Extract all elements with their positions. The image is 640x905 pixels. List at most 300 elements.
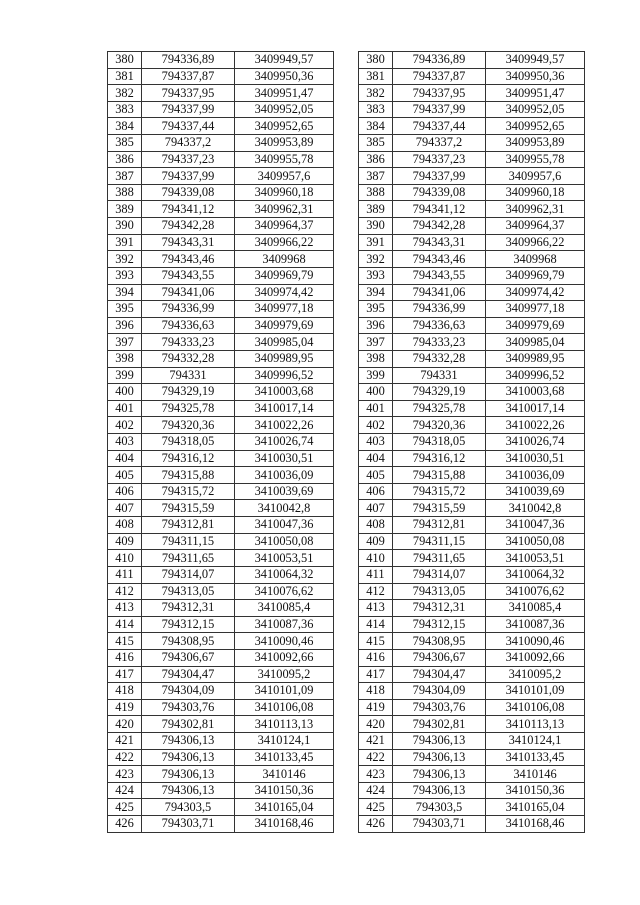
table-row	[359, 749, 585, 766]
y-coordinate-cell: 3410106,08	[486, 699, 585, 716]
y-coordinate-cell: 3409952,05	[235, 101, 334, 118]
table-row	[108, 101, 334, 118]
table-row	[108, 483, 334, 500]
x-coordinate-cell: 794306,13	[393, 749, 486, 766]
point-number-cell: 392	[108, 251, 142, 268]
x-coordinate-cell: 794315,88	[142, 467, 235, 484]
y-coordinate-cell: 3410076,62	[486, 583, 585, 600]
y-coordinate-cell: 3409957,6	[235, 168, 334, 185]
point-number-cell: 398	[108, 350, 142, 367]
table-row	[359, 517, 585, 534]
y-coordinate-cell: 3410106,08	[235, 699, 334, 716]
table-row	[359, 201, 585, 218]
table-row	[359, 85, 585, 102]
x-coordinate-cell: 794325,78	[142, 400, 235, 417]
point-number-cell: 386	[108, 151, 142, 168]
point-number-cell: 405	[359, 467, 393, 484]
y-coordinate-cell: 3410085,4	[235, 600, 334, 617]
x-coordinate-cell: 794312,31	[393, 600, 486, 617]
y-coordinate-cell: 3410003,68	[486, 384, 585, 401]
y-coordinate-cell: 3410030,51	[235, 450, 334, 467]
table-row	[108, 151, 334, 168]
y-coordinate-cell: 3410053,51	[235, 550, 334, 567]
x-coordinate-cell: 794336,89	[142, 52, 235, 69]
table-row	[108, 434, 334, 451]
y-coordinate-cell: 3410090,46	[486, 633, 585, 650]
x-coordinate-cell: 794303,76	[393, 699, 486, 716]
table-row	[108, 566, 334, 583]
table-row	[359, 367, 585, 384]
point-number-cell: 419	[359, 699, 393, 716]
y-coordinate-cell: 3410146	[486, 766, 585, 783]
y-coordinate-cell: 3410101,09	[235, 683, 334, 700]
table-row	[359, 267, 585, 284]
y-coordinate-cell: 3410085,4	[486, 600, 585, 617]
x-coordinate-cell: 794304,09	[142, 683, 235, 700]
table-row	[359, 52, 585, 69]
x-coordinate-cell: 794303,5	[142, 799, 235, 816]
y-coordinate-cell: 3409974,42	[235, 284, 334, 301]
y-coordinate-cell: 3409962,31	[235, 201, 334, 218]
table-row	[108, 334, 334, 351]
table-row	[108, 52, 334, 69]
x-coordinate-cell: 794343,55	[393, 267, 486, 284]
y-coordinate-cell: 3410090,46	[235, 633, 334, 650]
y-coordinate-cell: 3410042,8	[486, 500, 585, 517]
point-number-cell: 418	[359, 683, 393, 700]
point-number-cell: 414	[108, 616, 142, 633]
x-coordinate-cell: 794318,05	[393, 434, 486, 451]
table-row	[359, 68, 585, 85]
x-coordinate-cell: 794308,95	[142, 633, 235, 650]
table-row	[108, 68, 334, 85]
point-number-cell: 396	[359, 317, 393, 334]
table-row	[108, 616, 334, 633]
point-number-cell: 387	[108, 168, 142, 185]
x-coordinate-cell: 794336,89	[393, 52, 486, 69]
y-coordinate-cell: 3409957,6	[486, 168, 585, 185]
y-coordinate-cell: 3410113,13	[235, 716, 334, 733]
x-coordinate-cell: 794332,28	[142, 350, 235, 367]
table-row	[359, 583, 585, 600]
x-coordinate-cell: 794315,72	[393, 483, 486, 500]
point-number-cell: 390	[359, 218, 393, 235]
table-row	[108, 118, 334, 135]
y-coordinate-cell: 3410050,08	[235, 533, 334, 550]
point-number-cell: 424	[359, 782, 393, 799]
table-row	[108, 384, 334, 401]
table-row	[108, 550, 334, 567]
x-coordinate-cell: 794312,81	[393, 517, 486, 534]
x-coordinate-cell: 794331	[393, 367, 486, 384]
y-coordinate-cell: 3410039,69	[486, 483, 585, 500]
point-number-cell: 403	[359, 434, 393, 451]
point-number-cell: 406	[108, 483, 142, 500]
point-number-cell: 394	[108, 284, 142, 301]
point-number-cell: 411	[359, 566, 393, 583]
x-coordinate-cell: 794308,95	[393, 633, 486, 650]
point-number-cell: 380	[359, 52, 393, 69]
point-number-cell: 408	[108, 517, 142, 534]
y-coordinate-cell: 3409962,31	[486, 201, 585, 218]
x-coordinate-cell: 794320,36	[393, 417, 486, 434]
y-coordinate-cell: 3409950,36	[486, 68, 585, 85]
x-coordinate-cell: 794336,63	[393, 317, 486, 334]
y-coordinate-cell: 3409969,79	[486, 267, 585, 284]
y-coordinate-cell: 3410168,46	[486, 816, 585, 833]
y-coordinate-cell: 3409974,42	[486, 284, 585, 301]
table-row	[108, 517, 334, 534]
table-row	[359, 500, 585, 517]
x-coordinate-cell: 794312,81	[142, 517, 235, 534]
y-coordinate-cell: 3409951,47	[486, 85, 585, 102]
y-coordinate-cell: 3410003,68	[235, 384, 334, 401]
point-number-cell: 414	[359, 616, 393, 633]
y-coordinate-cell: 3410133,45	[235, 749, 334, 766]
table-row	[108, 85, 334, 102]
point-number-cell: 407	[359, 500, 393, 517]
point-number-cell: 391	[108, 234, 142, 251]
point-number-cell: 417	[108, 666, 142, 683]
point-number-cell: 415	[359, 633, 393, 650]
x-coordinate-cell: 794306,13	[393, 766, 486, 783]
x-coordinate-cell: 794336,63	[142, 317, 235, 334]
table-row	[359, 434, 585, 451]
y-coordinate-cell: 3409949,57	[235, 52, 334, 69]
table-row	[108, 799, 334, 816]
x-coordinate-cell: 794336,99	[142, 301, 235, 318]
x-coordinate-cell: 794313,05	[393, 583, 486, 600]
y-coordinate-cell: 3409977,18	[235, 301, 334, 318]
x-coordinate-cell: 794306,13	[142, 766, 235, 783]
table-row	[359, 234, 585, 251]
x-coordinate-cell: 794312,31	[142, 600, 235, 617]
point-number-cell: 402	[108, 417, 142, 434]
x-coordinate-cell: 794318,05	[142, 434, 235, 451]
x-coordinate-cell: 794315,88	[393, 467, 486, 484]
point-number-cell: 415	[108, 633, 142, 650]
x-coordinate-cell: 794337,87	[142, 68, 235, 85]
point-number-cell: 402	[359, 417, 393, 434]
table-row	[108, 234, 334, 251]
point-number-cell: 421	[359, 732, 393, 749]
table-row	[359, 533, 585, 550]
table-row	[359, 417, 585, 434]
point-number-cell: 418	[108, 683, 142, 700]
table-row	[359, 666, 585, 683]
point-number-cell: 385	[108, 135, 142, 152]
x-coordinate-cell: 794337,99	[393, 168, 486, 185]
y-coordinate-cell: 3410026,74	[486, 434, 585, 451]
table-row	[108, 666, 334, 683]
point-number-cell: 397	[108, 334, 142, 351]
x-coordinate-cell: 794336,99	[393, 301, 486, 318]
y-coordinate-cell: 3409952,05	[486, 101, 585, 118]
point-number-cell: 386	[359, 151, 393, 168]
table-row	[108, 168, 334, 185]
y-coordinate-cell: 3410113,13	[486, 716, 585, 733]
y-coordinate-cell: 3410095,2	[235, 666, 334, 683]
y-coordinate-cell: 3410017,14	[486, 400, 585, 417]
table-row	[359, 616, 585, 633]
table-row	[108, 350, 334, 367]
table-row	[359, 450, 585, 467]
y-coordinate-cell: 3410076,62	[235, 583, 334, 600]
table-row	[108, 284, 334, 301]
x-coordinate-cell: 794312,15	[142, 616, 235, 633]
x-coordinate-cell: 794337,99	[142, 168, 235, 185]
point-number-cell: 417	[359, 666, 393, 683]
point-number-cell: 391	[359, 234, 393, 251]
x-coordinate-cell: 794333,23	[393, 334, 486, 351]
point-number-cell: 423	[359, 766, 393, 783]
table-row	[359, 716, 585, 733]
x-coordinate-cell: 794306,67	[393, 649, 486, 666]
point-number-cell: 420	[108, 716, 142, 733]
y-coordinate-cell: 3410022,26	[235, 417, 334, 434]
point-number-cell: 390	[108, 218, 142, 235]
point-number-cell: 400	[359, 384, 393, 401]
x-coordinate-cell: 794315,59	[142, 500, 235, 517]
table-row	[359, 350, 585, 367]
x-coordinate-cell: 794337,2	[393, 135, 486, 152]
point-number-cell: 416	[359, 649, 393, 666]
y-coordinate-cell: 3410030,51	[486, 450, 585, 467]
y-coordinate-cell: 3409949,57	[486, 52, 585, 69]
point-number-cell: 399	[108, 367, 142, 384]
x-coordinate-cell: 794333,23	[142, 334, 235, 351]
x-coordinate-cell: 794306,13	[142, 782, 235, 799]
table-row	[108, 367, 334, 384]
point-number-cell: 383	[108, 101, 142, 118]
table-row	[359, 683, 585, 700]
y-coordinate-cell: 3410165,04	[486, 799, 585, 816]
point-number-cell: 412	[359, 583, 393, 600]
x-coordinate-cell: 794306,13	[393, 732, 486, 749]
point-number-cell: 394	[359, 284, 393, 301]
x-coordinate-cell: 794314,07	[393, 566, 486, 583]
point-number-cell: 405	[108, 467, 142, 484]
point-number-cell: 401	[359, 400, 393, 417]
point-number-cell: 382	[359, 85, 393, 102]
point-number-cell: 412	[108, 583, 142, 600]
point-number-cell: 413	[108, 600, 142, 617]
table-row	[108, 683, 334, 700]
table-row	[359, 600, 585, 617]
x-coordinate-cell: 794337,87	[393, 68, 486, 85]
x-coordinate-cell: 794337,95	[142, 85, 235, 102]
y-coordinate-cell: 3409952,65	[486, 118, 585, 135]
y-coordinate-cell: 3409968	[486, 251, 585, 268]
x-coordinate-cell: 794306,13	[142, 732, 235, 749]
point-number-cell: 410	[108, 550, 142, 567]
point-number-cell: 426	[108, 816, 142, 833]
y-coordinate-cell: 3409977,18	[486, 301, 585, 318]
table-row	[359, 816, 585, 833]
y-coordinate-cell: 3410047,36	[486, 517, 585, 534]
point-number-cell: 395	[108, 301, 142, 318]
table-row	[108, 732, 334, 749]
x-coordinate-cell: 794311,65	[142, 550, 235, 567]
point-number-cell: 409	[359, 533, 393, 550]
y-coordinate-cell: 3410150,36	[486, 782, 585, 799]
point-number-cell: 420	[359, 716, 393, 733]
point-number-cell: 408	[359, 517, 393, 534]
x-coordinate-cell: 794304,47	[142, 666, 235, 683]
y-coordinate-cell: 3409996,52	[235, 367, 334, 384]
x-coordinate-cell: 794303,76	[142, 699, 235, 716]
y-coordinate-cell: 3410146	[235, 766, 334, 783]
point-number-cell: 397	[359, 334, 393, 351]
y-coordinate-cell: 3410022,26	[486, 417, 585, 434]
table-row	[108, 251, 334, 268]
y-coordinate-cell: 3410150,36	[235, 782, 334, 799]
table-row	[108, 782, 334, 799]
y-coordinate-cell: 3409953,89	[235, 135, 334, 152]
coordinates-table-right	[358, 51, 585, 833]
table-row	[108, 267, 334, 284]
point-number-cell: 398	[359, 350, 393, 367]
x-coordinate-cell: 794337,44	[142, 118, 235, 135]
x-coordinate-cell: 794303,71	[393, 816, 486, 833]
point-number-cell: 426	[359, 816, 393, 833]
x-coordinate-cell: 794343,31	[142, 234, 235, 251]
x-coordinate-cell: 794329,19	[142, 384, 235, 401]
table-row	[108, 301, 334, 318]
table-row	[359, 566, 585, 583]
x-coordinate-cell: 794315,72	[142, 483, 235, 500]
y-coordinate-cell: 3409985,04	[486, 334, 585, 351]
y-coordinate-cell: 3409989,95	[486, 350, 585, 367]
coordinates-table-left	[107, 51, 334, 833]
table-row	[108, 583, 334, 600]
point-number-cell: 381	[359, 68, 393, 85]
point-number-cell: 407	[108, 500, 142, 517]
y-coordinate-cell: 3409955,78	[235, 151, 334, 168]
x-coordinate-cell: 794337,23	[142, 151, 235, 168]
point-number-cell: 409	[108, 533, 142, 550]
table-row	[359, 218, 585, 235]
point-number-cell: 404	[359, 450, 393, 467]
x-coordinate-cell: 794341,12	[393, 201, 486, 218]
point-number-cell: 388	[359, 184, 393, 201]
point-number-cell: 383	[359, 101, 393, 118]
y-coordinate-cell: 3410092,66	[486, 649, 585, 666]
y-coordinate-cell: 3410165,04	[235, 799, 334, 816]
y-coordinate-cell: 3410124,1	[235, 732, 334, 749]
point-number-cell: 413	[359, 600, 393, 617]
table-row	[108, 184, 334, 201]
point-number-cell: 422	[359, 749, 393, 766]
x-coordinate-cell: 794332,28	[393, 350, 486, 367]
x-coordinate-cell: 794343,46	[393, 251, 486, 268]
x-coordinate-cell: 794320,36	[142, 417, 235, 434]
x-coordinate-cell: 794329,19	[393, 384, 486, 401]
x-coordinate-cell: 794325,78	[393, 400, 486, 417]
table-row	[359, 168, 585, 185]
y-coordinate-cell: 3410064,32	[486, 566, 585, 583]
y-coordinate-cell: 3410036,09	[235, 467, 334, 484]
point-number-cell: 421	[108, 732, 142, 749]
x-coordinate-cell: 794337,99	[142, 101, 235, 118]
y-coordinate-cell: 3410087,36	[235, 616, 334, 633]
table-row	[359, 118, 585, 135]
x-coordinate-cell: 794314,07	[142, 566, 235, 583]
y-coordinate-cell: 3409985,04	[235, 334, 334, 351]
x-coordinate-cell: 794304,47	[393, 666, 486, 683]
table-row	[108, 816, 334, 833]
x-coordinate-cell: 794343,31	[393, 234, 486, 251]
x-coordinate-cell: 794313,05	[142, 583, 235, 600]
point-number-cell: 410	[359, 550, 393, 567]
point-number-cell: 425	[359, 799, 393, 816]
y-coordinate-cell: 3409952,65	[235, 118, 334, 135]
x-coordinate-cell: 794341,12	[142, 201, 235, 218]
x-coordinate-cell: 794312,15	[393, 616, 486, 633]
x-coordinate-cell: 794337,23	[393, 151, 486, 168]
table-row	[359, 550, 585, 567]
point-number-cell: 422	[108, 749, 142, 766]
y-coordinate-cell: 3410095,2	[486, 666, 585, 683]
y-coordinate-cell: 3410064,32	[235, 566, 334, 583]
y-coordinate-cell: 3409966,22	[486, 234, 585, 251]
table-row	[359, 649, 585, 666]
y-coordinate-cell: 3410053,51	[486, 550, 585, 567]
x-coordinate-cell: 794339,08	[393, 184, 486, 201]
y-coordinate-cell: 3409953,89	[486, 135, 585, 152]
point-number-cell: 388	[108, 184, 142, 201]
table-row	[108, 500, 334, 517]
table-row	[108, 716, 334, 733]
table-row	[359, 317, 585, 334]
table-row	[108, 467, 334, 484]
point-number-cell: 419	[108, 699, 142, 716]
y-coordinate-cell: 3409950,36	[235, 68, 334, 85]
x-coordinate-cell: 794302,81	[393, 716, 486, 733]
x-coordinate-cell: 794306,13	[142, 749, 235, 766]
y-coordinate-cell: 3410087,36	[486, 616, 585, 633]
y-coordinate-cell: 3410036,09	[486, 467, 585, 484]
point-number-cell: 385	[359, 135, 393, 152]
y-coordinate-cell: 3410101,09	[486, 683, 585, 700]
table-row	[108, 317, 334, 334]
y-coordinate-cell: 3409960,18	[486, 184, 585, 201]
table-row	[359, 101, 585, 118]
y-coordinate-cell: 3409966,22	[235, 234, 334, 251]
y-coordinate-cell: 3409968	[235, 251, 334, 268]
table-row	[359, 799, 585, 816]
table-row	[359, 633, 585, 650]
x-coordinate-cell: 794303,5	[393, 799, 486, 816]
y-coordinate-cell: 3409979,69	[235, 317, 334, 334]
x-coordinate-cell: 794311,15	[142, 533, 235, 550]
point-number-cell: 389	[359, 201, 393, 218]
table-row	[359, 151, 585, 168]
x-coordinate-cell: 794311,15	[393, 533, 486, 550]
y-coordinate-cell: 3409979,69	[486, 317, 585, 334]
y-coordinate-cell: 3409969,79	[235, 267, 334, 284]
y-coordinate-cell: 3410092,66	[235, 649, 334, 666]
x-coordinate-cell: 794342,28	[393, 218, 486, 235]
y-coordinate-cell: 3410168,46	[235, 816, 334, 833]
y-coordinate-cell: 3409960,18	[235, 184, 334, 201]
point-number-cell: 424	[108, 782, 142, 799]
table-row	[359, 766, 585, 783]
x-coordinate-cell: 794337,44	[393, 118, 486, 135]
x-coordinate-cell: 794311,65	[393, 550, 486, 567]
y-coordinate-cell: 3410124,1	[486, 732, 585, 749]
y-coordinate-cell: 3409964,37	[486, 218, 585, 235]
